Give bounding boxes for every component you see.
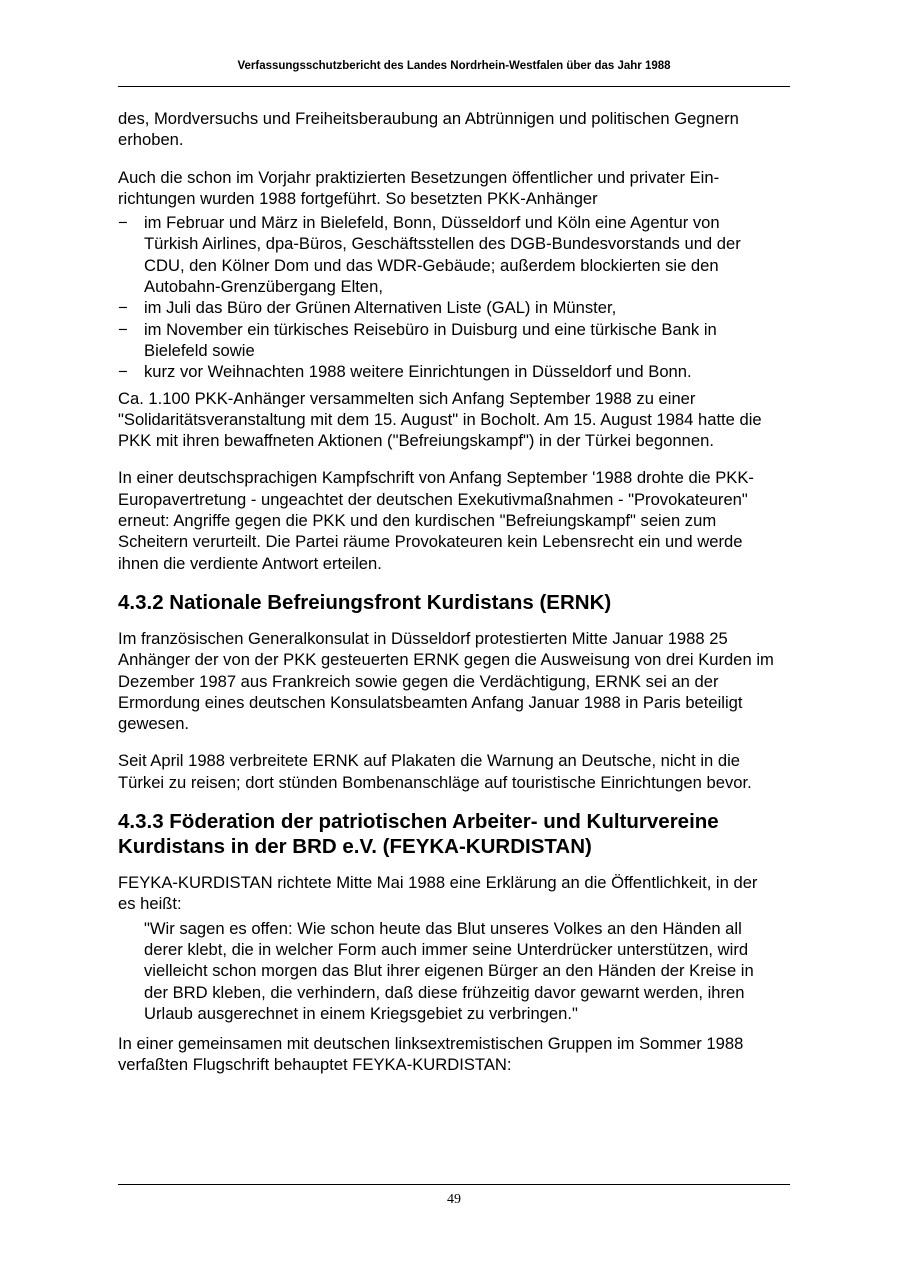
paragraph-bocholt: Ca. 1.100 PKK-Anhänger versammelten sich Anfang September 1988 zu einer "Solidaritätsveranstaltung mit dem 15. August" in Bocholt. Am 15. August 1984 hatte die PKK mit ihren bewaffneten Aktionen ("Befreiungskampf") in der Türkei begonnen. xyxy=(118,388,762,451)
paragraph-generalkonsulat: Im französischen Generalkonsulat in Düsseldorf protestierten Mitte Januar 1988 25 Anhänger der von der PKK gesteuerten ERNK gegen die Ausweisung von drei Kurden im Dezember 1987 aus Frankreich sowie gegen die Verdächtigung, ERNK sei an der Ermordung eines deutschen Konsulatsbeamten Anfang Januar 1988 in Paris beteiligt gewesen. xyxy=(118,628,774,734)
paragraph-plakate: Seit April 1988 verbreitete ERNK auf Plakaten die Warnung an Deutsche, nicht in die Türkei zu reisen; dort stünden Bombenanschläge auf touristische Einrichtungen bevor. xyxy=(118,751,752,792)
dash-bullet: − xyxy=(118,319,128,339)
section-heading-ernk: 4.3.2 Nationale Befreiungsfront Kurdistans (ERNK) xyxy=(118,590,612,614)
list-item-text: im November ein türkisches Reisebüro in Duisburg und eine türkische Bank in Bielefeld sowie xyxy=(144,319,717,360)
list-item-text: kurz vor Weihnachten 1988 weitere Einrichtungen in Düsseldorf und Bonn. xyxy=(144,362,692,382)
dash-bullet: − xyxy=(118,213,128,233)
dash-bullet: − xyxy=(118,362,128,382)
paragraph-flugschrift: In einer gemeinsamen mit deutschen linksextremistischen Gruppen im Sommer 1988 verfaßten Flugschrift behauptet FEYKA-KURDISTAN: xyxy=(118,1034,744,1075)
header-rule xyxy=(118,86,790,87)
block-quote: "Wir sagen es offen: Wie schon heute das Blut unseres Volkes an den Händen all derer klebt, die in welcher Form auch immer seine Unterdrücker unterstützen, wird vielleicht schon morgen das Blut ihrer eigenen Bürger an den Händen der Kreise in der BRD kleben, die verhindern, daß diese frühzeitig davor gewarnt werden, ihren Urlaub ausgerechnet in einem Kriegsgebiet zu verbringen." xyxy=(144,918,754,1023)
paragraph-erklaerung: FEYKA-KURDISTAN richtete Mitte Mai 1988 eine Erklärung an die Öffentlichkeit, in der es heißt: xyxy=(118,873,758,914)
page-body xyxy=(118,108,774,1092)
paragraph-continuation: des, Mordversuchs und Freiheitsberaubung an Abtrünnigen und politischen Gegnern erhoben. xyxy=(118,109,739,150)
paragraph-occupations: Auch die schon im Vorjahr praktizierten Besetzungen öffentlicher und privater Einrichtungen wurden 1988 fortgeführt. So besetzten PKK-Anhänger xyxy=(118,167,720,208)
running-header: Verfassungsschutzbericht des Landes Nordrhein-Westfalen über das Jahr 1988 xyxy=(237,60,671,72)
list-item xyxy=(118,319,774,362)
footer-rule xyxy=(118,1184,790,1185)
dash-bullet: − xyxy=(118,298,128,318)
list-item xyxy=(118,361,774,382)
list-item-text: im Februar und März in Bielefeld, Bonn, Düsseldorf und Köln eine Agentur von Türkish Airlines, dpa-Büros, Geschäftsstellen des DGB-Bundesvorstands und der CDU, den Kölner Dom und das WDR-Gebäude; außerdem blockierten sie den Autobahn-Grenzübergang Elten, xyxy=(144,213,741,297)
list-item-text: im Juli das Büro der Grünen Alternativen Liste (GAL) in Münster, xyxy=(144,298,617,318)
list-item xyxy=(118,212,774,297)
paragraph-kampfschrift: In einer deutschsprachigen Kampfschrift von Anfang September '1988 drohte die PKK-Europavertretung - ungeachtet der deutschen Exekutivmaßnahmen - "Provokateuren" erneut: Angriffe gegen die PKK und den kurdischen "Befreiungskampf" seien zum Scheitern verurteilt. Die Partei räume Provokateuren kein Lebensrecht ein und werde ihnen die verdiente Antwort erteilen. xyxy=(118,468,754,573)
occupation-list xyxy=(118,212,774,382)
section-heading-feyka: 4.3.3 Föderation der patriotischen Arbeiter- und Kulturvereine Kurdistans in der BRD e.V. (FEYKA-KURDISTAN) xyxy=(118,810,719,859)
page-number: 49 xyxy=(447,1192,461,1207)
list-item xyxy=(118,297,774,318)
